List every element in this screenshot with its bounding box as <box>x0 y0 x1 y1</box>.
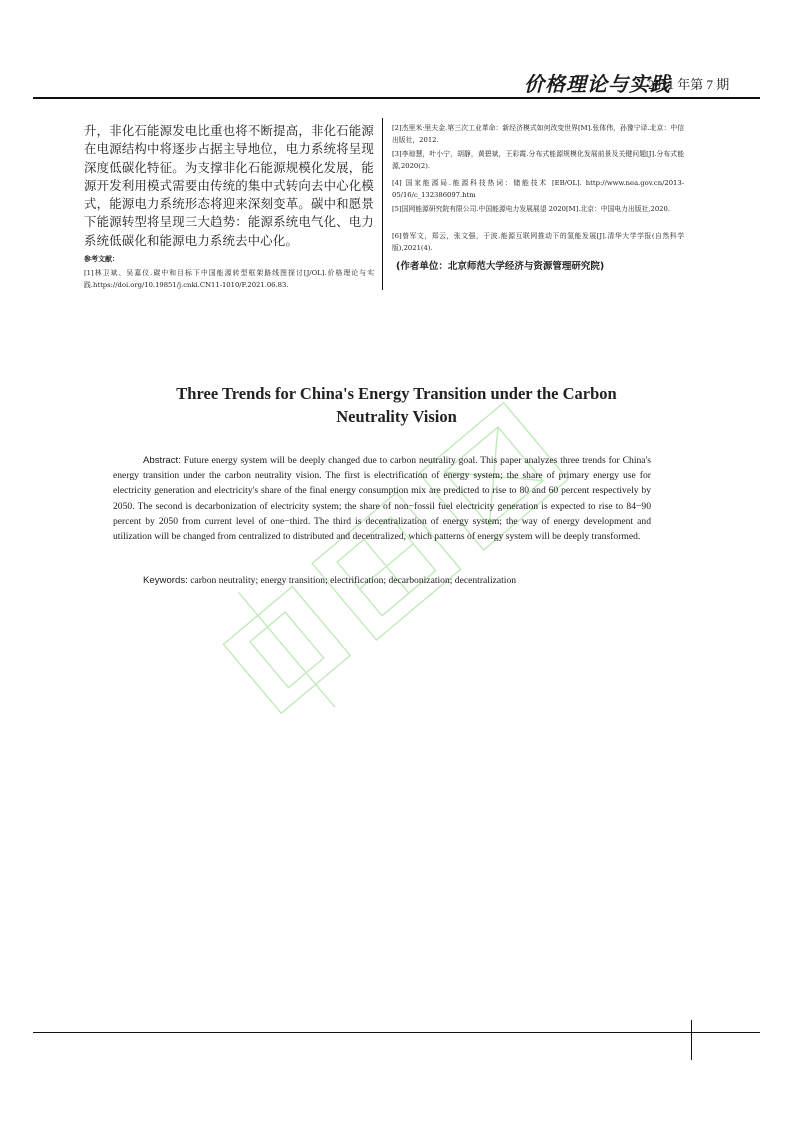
keywords-label: Keywords: <box>143 575 188 586</box>
column-divider <box>382 118 383 290</box>
journal-logo: 价格理论与实践 <box>524 72 671 96</box>
watermark-glyph-outline <box>250 612 324 688</box>
keywords-block <box>113 573 681 588</box>
abstract-text: Future energy system will be deeply changed due to carbon neutrality goal. This paper analyzes three trends for China's energy transition under the carbon neutrality vision. The first is electrification of energy system; the share of primary energy use for electricity generation and electricity's share of the final energy consumption mix are predicted to rise to 80 and 60 percent respectively by 2050. The second is decarbonization of electricity system; the share of non−fossil fuel electricity generation is expected to rise to 84−90 percent by 2050 from current level of one−third. The third is decentralization of energy system; the way of energy development and utilization will be changed from centralized to distributed and decentralized, which patterns of energy system will be deeply transformed. <box>113 455 651 543</box>
english-title-line-2: Neutrality Vision <box>336 407 457 426</box>
abstract-block <box>113 453 651 544</box>
english-title-line-1: Three Trends for China's Energy Transition under the Carbon <box>176 384 617 403</box>
reference-item: [1]林卫斌、吴嘉仪.碳中和目标下中国能源转型框架路线图探讨[J/OL].价格理论与实践.https://doi.org/10.19851/j.cnki.CN11-1010/F.2021.06.83. <box>84 269 374 289</box>
footer-vertical-rule <box>691 1020 692 1060</box>
references-heading: 参考文献： <box>84 254 119 263</box>
header-rule <box>33 97 760 99</box>
reference-item: [3]李琼慧，叶小宁，胡静，黄碧斌，王彩霞.分布式能源规模化发展前景及关键问题[J].分布式能源,2020(2). <box>392 150 684 170</box>
author-affiliation: (作者单位：北京师范大学经济与资源管理研究院) <box>396 261 605 272</box>
watermark-glyph-outline <box>223 586 350 713</box>
reference-item: [6]曾军文，郑云，张文强，于波.能源互联网推动下的氢能发展[J].清华大学学报(自然科学版),2021(4). <box>392 232 684 252</box>
watermark-glyph-stroke <box>239 592 335 707</box>
issue-label: 2021 年第 7 期 <box>648 77 730 92</box>
reference-item: [5]国网能源研究院有限公司.中国能源电力发展展望 2020[M].北京：中国电力出版社,2020. <box>392 205 670 213</box>
abstract-label: Abstract: <box>143 455 181 466</box>
english-title <box>100 382 693 428</box>
footer-rule <box>33 1032 760 1033</box>
reference-item: [2]杰里米·里夫金.第三次工业革命：新经济模式如何改变世界[M].张体伟，孙豫宁译.北京：中信出版社，2012. <box>392 124 684 144</box>
body-paragraph: 升，非化石能源发电比重也将不断提高，非化石能源在电源结构中将逐步占据主导地位，电力系统将呈现深度低碳化特征。为支撑非化石能源规模化发展，能源开发利用模式需要由传统的集中式转向去中心化模式，能源电力系统形态将迎来深刻变革。碳中和愿景下能源转型将呈现三大趋势：能源系统电气化、电力系统低碳化和能源电力系统去中心化。 <box>84 123 374 248</box>
keywords-text: carbon neutrality; energy transition; electrification; decarbonization; decentralization <box>187 575 517 586</box>
reference-item: [4] 国家能源局.能源科技热词：储能技术 [EB/OL]. http://www.nea.gov.cn/2013-05/16/c_132386097.htm <box>392 179 684 199</box>
